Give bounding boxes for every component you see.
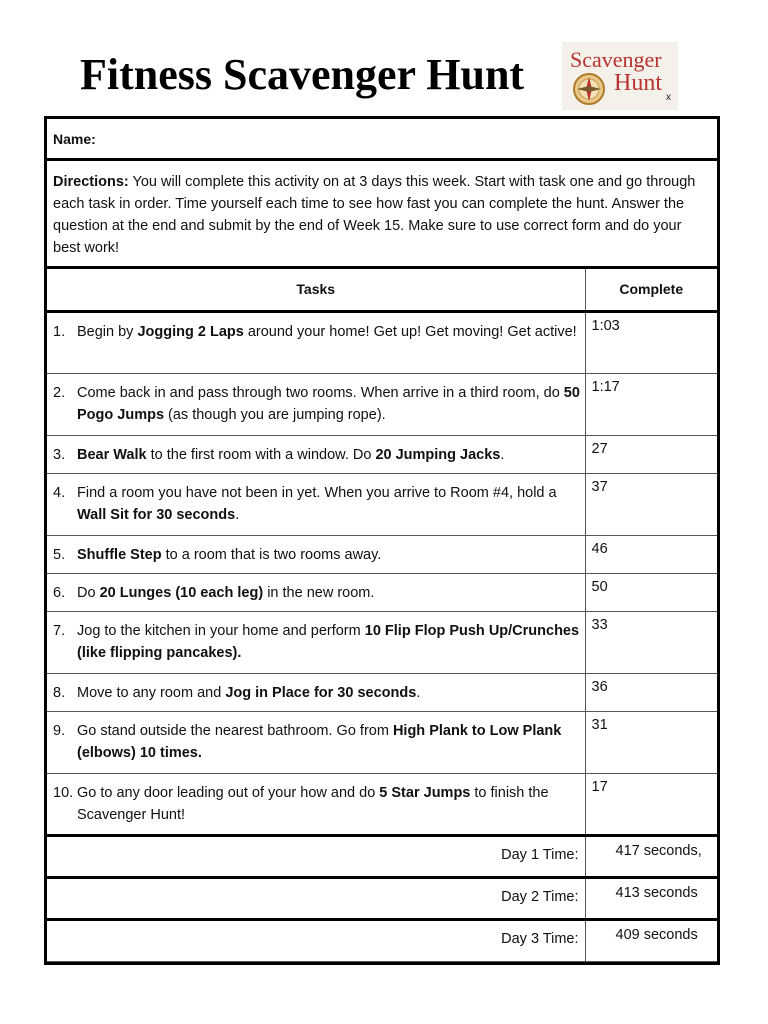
scavenger-hunt-logo [562,42,678,110]
day-time-label: Day 2 Time: [47,877,585,919]
task-text-part: Begin by [77,323,138,340]
task-row [47,573,717,611]
complete-time-field[interactable]: 1:03 [585,311,717,373]
task-emphasis: 10 Flip Flop Push Up/Crunches (like flipping pancakes). [77,622,580,661]
task-text-part: (as though you are jumping rope). [164,406,386,423]
task-text [77,382,581,426]
complete-time-field[interactable]: 50 [585,573,717,611]
task-cell [47,535,585,573]
tasks-table [47,269,717,962]
logo-line-1: Scavenger [570,47,662,72]
task-number: 4. [53,484,66,501]
task-emphasis: 50 Pogo Jumps [77,384,580,423]
task-text-part: in the new room. [263,584,375,601]
task-text [77,720,581,764]
task-cell [47,373,585,435]
task-row [47,773,717,835]
task-emphasis: High Plank to Low Plank (elbows) 10 times. [77,722,562,761]
day-time-value[interactable]: 409 seconds [585,919,717,961]
task-text-part: to a room that is two rooms away. [161,546,382,563]
task-text [77,482,581,526]
task-emphasis: Jog in Place for 30 seconds [225,684,417,701]
task-text [77,444,581,466]
task-text-part: Go stand outside the nearest bathroom. Go from [77,722,393,739]
complete-time-field[interactable]: 33 [585,611,717,673]
task-emphasis: 20 Lunges (10 each leg) [99,584,264,601]
task-emphasis: 20 Jumping Jacks [375,446,501,463]
task-text-part: . [500,446,505,463]
task-emphasis: 5 Star Jumps [379,784,471,801]
task-text [77,321,581,343]
task-text-part: Come back in and pass through two rooms. When arrive in a third room, do [77,384,564,401]
task-number: 9. [53,722,66,739]
task-number: 7. [53,622,66,639]
task-text-part: Find a room you have not been in yet. When you arrive to Room #4, hold a [77,484,557,501]
complete-column-header: Complete [585,269,717,311]
logo-line-2: Hunt [614,70,662,96]
task-row [47,473,717,535]
task-text [77,682,581,704]
logo-x-mark: x [666,92,671,103]
complete-time-field[interactable]: 17 [585,773,717,835]
task-text [77,620,581,664]
task-number: 6. [53,584,66,601]
directions-block [47,161,717,269]
directions-text: You will complete this activity on at 3 days this week. Start with task one and go through each task in order. Time yourself each time to see how fast you can complete the hunt. Answer the question at the end and submit by the end of Week 15. Make sure to use correct form and do your best work! [53,174,696,256]
task-cell [47,435,585,473]
task-emphasis: Jogging 2 Laps [137,323,244,340]
task-row [47,673,717,711]
complete-time-field[interactable]: 36 [585,673,717,711]
task-cell [47,773,585,835]
task-row [47,435,717,473]
task-row [47,311,717,373]
task-text-part: . [235,506,240,523]
day-time-row [47,919,717,961]
day-time-label: Day 3 Time: [47,919,585,961]
task-row [47,711,717,773]
task-number: 3. [53,446,66,463]
task-emphasis: Bear Walk [77,446,147,463]
task-text-part: around your home! Get up! Get moving! Get active! [243,323,577,340]
task-row [47,611,717,673]
complete-time-field[interactable]: 1:17 [585,373,717,435]
day-time-row [47,877,717,919]
task-number: 1. [53,323,66,340]
task-cell [47,311,585,373]
task-text [77,782,581,826]
task-text-part: to the first room with a window. Do [146,446,376,463]
tasks-column-header: Tasks [47,269,585,311]
task-cell [47,673,585,711]
complete-time-field[interactable]: 37 [585,473,717,535]
task-text-part: Move to any room and [77,684,226,701]
tasks-table-wrap [47,269,717,962]
task-number: 10. [53,784,74,801]
day-time-value[interactable]: 413 seconds [585,877,717,919]
task-number: 2. [53,384,66,401]
task-text [77,582,581,604]
name-field[interactable] [47,119,717,161]
task-text-part: . [416,684,421,701]
task-text [77,544,581,566]
task-row [47,535,717,573]
task-number: 8. [53,684,66,701]
task-emphasis: Wall Sit for 30 seconds [77,506,236,523]
day-time-row [47,835,717,877]
task-text-part: to finish the Scavenger Hunt! [77,784,549,823]
task-cell [47,573,585,611]
task-cell [47,711,585,773]
compass-icon [572,72,606,111]
task-text-part: Jog to the kitchen in your home and perform [77,622,365,639]
task-row [47,373,717,435]
day-time-value[interactable]: 417 seconds, [585,835,717,877]
worksheet [44,116,720,965]
complete-time-field[interactable]: 27 [585,435,717,473]
name-label: Name: [53,131,96,147]
task-cell [47,473,585,535]
directions-label: Directions: [53,174,129,190]
page-title: Fitness Scavenger Hunt [80,50,525,99]
task-text-part: Go to any door leading out of your how and do [77,784,380,801]
day-time-label: Day 1 Time: [47,835,585,877]
task-emphasis: Shuffle Step [77,546,162,563]
complete-time-field[interactable]: 46 [585,535,717,573]
task-number: 5. [53,546,66,563]
complete-time-field[interactable]: 31 [585,711,717,773]
task-cell [47,611,585,673]
task-text-part: Do [77,584,100,601]
